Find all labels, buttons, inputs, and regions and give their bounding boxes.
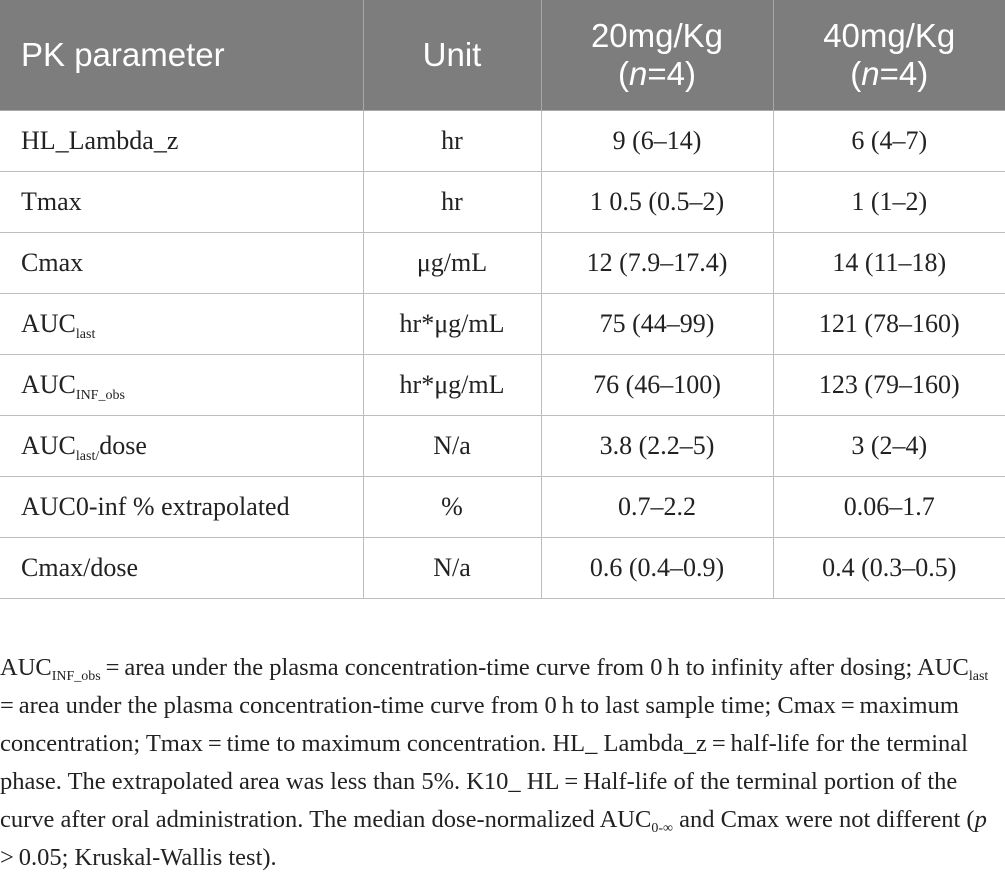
footnote-auc-inf-definition: = area under the plasma concentration-time curve from 0 h to infinity after dosing; xyxy=(100,654,918,681)
dose-40-cell: 6 (4–7) xyxy=(773,111,1005,172)
param-base: AUC xyxy=(21,309,76,338)
dose-20-cell: 1 0.5 (0.5–2) xyxy=(541,172,773,233)
footnote-comparison-text: and Cmax were not different ( xyxy=(672,806,975,833)
param-base: AUC xyxy=(21,431,76,460)
dose-20-cell: 75 (44–99) xyxy=(541,294,773,355)
dose-40-cell: 123 (79–160) xyxy=(773,355,1005,416)
dose-20-cell: 9 (6–14) xyxy=(541,111,773,172)
param-cell: HL_Lambda_z xyxy=(0,111,363,172)
header-dose-40-n-val: =4) xyxy=(879,55,929,92)
table-row xyxy=(0,111,1005,172)
unit-cell: hr xyxy=(363,172,541,233)
footnote-auc-inf-subscript: INF_obs xyxy=(51,669,101,684)
param-subscript: last xyxy=(75,327,96,342)
header-unit: Unit xyxy=(363,0,541,111)
param-cell: Cmax xyxy=(0,233,363,294)
table-row xyxy=(0,233,1005,294)
dose-20-cell: 0.7–2.2 xyxy=(541,477,773,538)
header-dose-20-n-var: n xyxy=(629,55,648,92)
unit-cell: N/a xyxy=(363,416,541,477)
unit-cell: μg/mL xyxy=(363,233,541,294)
footnote-p-variable: p xyxy=(974,806,987,833)
header-dose-20-n-open: ( xyxy=(618,55,629,92)
dose-40-cell: 3 (2–4) xyxy=(773,416,1005,477)
footnote-definitions-text: = area under the plasma concentration-time curve from 0 h to last sample time; Cmax = maximum concentration; Tmax = time to maximum concentration. HL_ Lambda_z = half-life for the terminal phase. The extrapolated area was less than 5%. K10_ HL = Half-life of the terminal portion of the curve after oral administration. The median dose-normalized xyxy=(0,654,994,833)
footnote-auc-0inf-base: AUC xyxy=(599,806,652,833)
param-cell: Tmax xyxy=(0,172,363,233)
table-row xyxy=(0,355,1005,416)
dose-40-cell: 0.06–1.7 xyxy=(773,477,1005,538)
unit-cell: % xyxy=(363,477,541,538)
param-tail: dose xyxy=(99,431,147,460)
dose-20-cell: 3.8 (2.2–5) xyxy=(541,416,773,477)
unit-cell: hr xyxy=(363,111,541,172)
dose-40-cell: 14 (11–18) xyxy=(773,233,1005,294)
table-row xyxy=(0,538,1005,599)
unit-cell: hr*μg/mL xyxy=(363,294,541,355)
dose-20-cell: 0.6 (0.4–0.9) xyxy=(541,538,773,599)
dose-40-cell: 1 (1–2) xyxy=(773,172,1005,233)
param-subscript: last/ xyxy=(75,449,100,464)
table-header-row xyxy=(0,0,1005,111)
param-base: AUC xyxy=(21,370,76,399)
header-dose-40-n-open: ( xyxy=(850,55,862,92)
footnote-auc-last-subscript: last xyxy=(968,669,989,684)
unit-cell: N/a xyxy=(363,538,541,599)
footnote-auc-inf-base: AUC xyxy=(0,654,52,681)
param-cell xyxy=(0,416,363,477)
param-cell xyxy=(0,355,363,416)
table-row xyxy=(0,294,1005,355)
param-cell: Cmax/dose xyxy=(0,538,363,599)
table-footnote xyxy=(0,649,1000,877)
footnote-auc-last-base: AUC xyxy=(917,654,969,681)
param-subscript: INF_obs xyxy=(75,388,125,403)
param-cell: AUC0-inf % extrapolated xyxy=(0,477,363,538)
header-dose-40-label: 40mg/Kg xyxy=(823,17,956,54)
dose-40-cell: 0.4 (0.3–0.5) xyxy=(773,538,1005,599)
table-row xyxy=(0,477,1005,538)
dose-40-cell: 121 (78–160) xyxy=(773,294,1005,355)
header-pk-parameter: PK parameter xyxy=(0,0,363,111)
header-dose-20-n-val: =4) xyxy=(647,55,696,92)
table-row xyxy=(0,416,1005,477)
dose-20-cell: 76 (46–100) xyxy=(541,355,773,416)
header-dose-20 xyxy=(541,0,773,111)
header-dose-40 xyxy=(773,0,1005,111)
header-dose-40-n-var: n xyxy=(861,55,880,92)
table-row xyxy=(0,172,1005,233)
header-dose-20-label: 20mg/Kg xyxy=(590,17,724,54)
footnote-auc-0inf-subscript: 0-∞ xyxy=(651,821,673,836)
dose-20-cell: 12 (7.9–17.4) xyxy=(541,233,773,294)
unit-cell: hr*μg/mL xyxy=(363,355,541,416)
param-cell xyxy=(0,294,363,355)
footnote-test-text: > 0.05; Kruskal-Wallis test). xyxy=(0,806,992,871)
